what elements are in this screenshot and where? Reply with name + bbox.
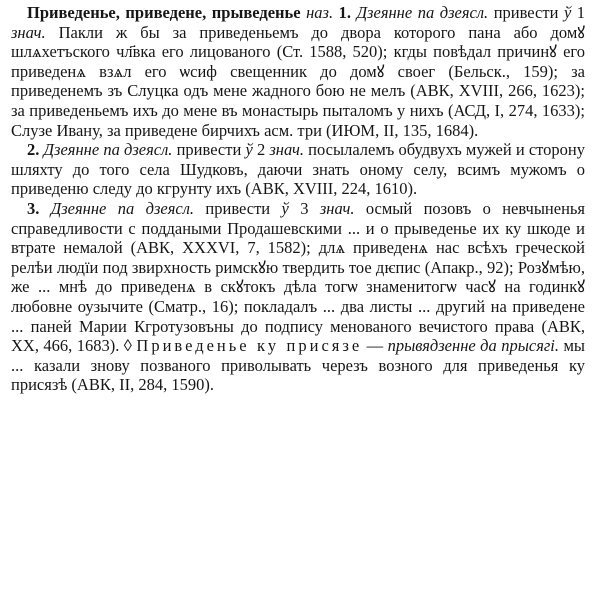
entry-text: 1 <box>571 3 586 22</box>
entry-text: мы ... казали знову позваного приволывать черезъ возного для приведенья ку присязѣ (АВК, II, 284, 1590). <box>11 336 585 395</box>
entry-text: привести <box>172 140 246 160</box>
italic-label: знач. <box>11 22 46 42</box>
italic-label: знач. <box>319 198 355 218</box>
sense-2-paragraph <box>11 140 585 199</box>
italic-label: ў <box>563 3 572 22</box>
sense-number: 1. <box>338 3 352 22</box>
italic-label: прывядзенне да прысягі. <box>387 336 560 356</box>
spaced-phrase: Приведенье ку присязе <box>136 336 363 356</box>
italic-label: ў <box>281 198 289 218</box>
entry-text <box>39 199 50 218</box>
entry-text: привести <box>488 3 564 22</box>
headword: Приведенье, приведене, прыведенье <box>27 3 301 22</box>
entry-text: Пакли ж бы за приведеньемъ до двора которого пана або домꙋ шлѧхетъского чл҃вка его лицованого (Ст. 1588, 520); кгды повѣдал причинꙋ его приведенѧ взѧл его ѡсиф свещенник до домꙋ своег (Бельск., 159); за приведенемъ зъ Слуцка одъ мене жадного бою не мелъ (АВК, XVIII, 266, 1623); за приведеньемъ ихъ до мене въ монастырь пыталомъ у нихъ (АСД, I, 274, 1633); Слузе Ивану, за приведене бирчихъ асм. три (ИЮМ, II, 135, 1684). <box>11 22 585 140</box>
italic-label: Дзеянне па дзеясл. <box>356 3 489 22</box>
dictionary-entry <box>11 3 585 395</box>
entry-text: осмый позовъ о невчыненья справедливости с поддаными Продашевскими ... и о прыведенье их ку шкоде и втрате немалой (АВК, XXXVI, 7, 1582); длѧ приведенѧ нас всѣхъ греческой релѣи людїи под звирхность римскꙋю твердить тое дѥпис (Апакр., 92); Розꙋмѣю, же ... мнѣ до приведенѧ в скꙋтокъ дѣла тогѡ знаменитогѡ часꙋ на годинкꙋ любовне оузычите (Сматр., 16); покладалъ ... два листы ... другий на приведене ... паней Марии Кгротузовъны до подпису менованого вечистого права (АВК, XX, 466, 1683). ◊ <box>11 198 586 356</box>
sense-3-paragraph <box>11 199 585 395</box>
sense-number: 2. <box>27 140 40 160</box>
italic-label: ў <box>245 140 253 160</box>
entry-text: 3 <box>288 198 320 218</box>
italic-label: Дзеянне па дзеясл. <box>43 140 173 160</box>
entry-text: — <box>362 336 388 356</box>
sense-1-paragraph <box>11 3 585 140</box>
entry-text: посылалемъ обудвухъ мужей и сторону шляхту до того села Шудковъ, даючи знать оному селу, всимъ мужомъ о приведеню следу до кгрунту ихъ (АВК, XVIII, 224, 1610). <box>11 140 586 199</box>
sense-number: 3. <box>27 198 40 218</box>
entry-text: привести <box>194 198 282 218</box>
italic-label: Дзеянне па дзеясл. <box>50 198 195 218</box>
entry-text: 2 <box>252 140 270 160</box>
italic-label: наз. <box>306 3 334 22</box>
italic-label: знач. <box>269 140 305 160</box>
